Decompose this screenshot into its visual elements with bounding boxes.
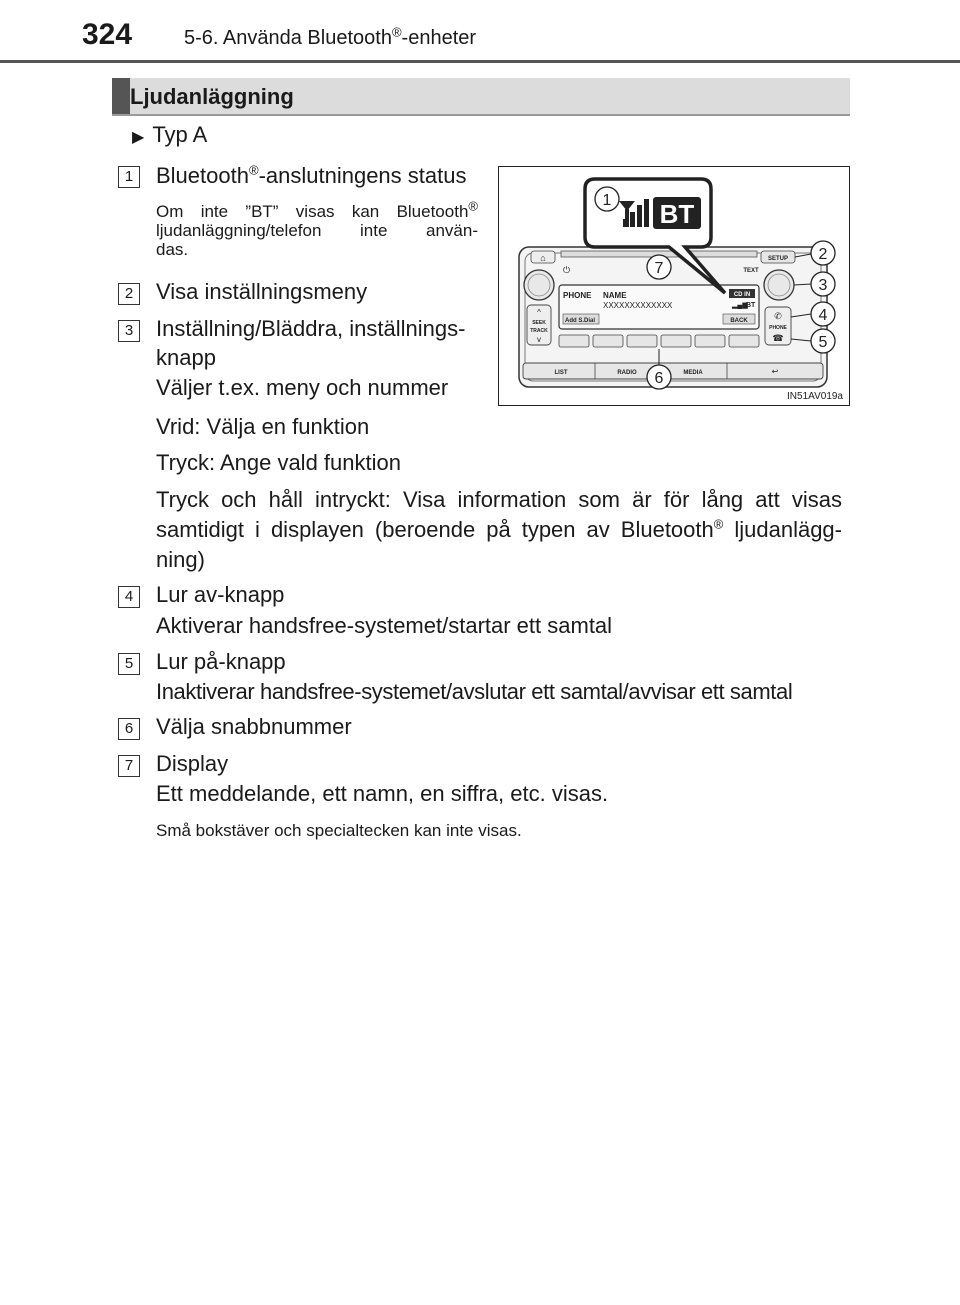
item-desc: Tryck: Ange vald funktion	[156, 450, 401, 475]
svg-text:RADIO: RADIO	[617, 370, 637, 376]
svg-text:1: 1	[602, 192, 612, 209]
small-signal-icon: ▂▄▆	[732, 302, 748, 309]
svg-text:BACK: BACK	[730, 318, 748, 324]
svg-text:CD IN: CD IN	[733, 292, 751, 298]
item-desc: Inaktiverar handsfree-systemet/avslutar ett samtal/avvisar ett samtal	[156, 679, 793, 704]
chapter-title: 5-6. Använda Bluetooth®-enheter	[184, 24, 477, 49]
item-desc: Väljer t.ex. meny och nummer	[156, 375, 449, 400]
header-rule	[0, 60, 960, 63]
svg-text:SEEK: SEEK	[532, 320, 546, 326]
item-title: knapp	[156, 345, 216, 370]
power-icon: ⏻	[563, 265, 571, 275]
item-title: Lur på-knapp	[156, 649, 286, 674]
item-number-badge: 3	[118, 320, 140, 342]
svg-text:7: 7	[654, 260, 664, 277]
item-desc: Vrid: Välja en funktion	[156, 414, 370, 439]
item-number-badge: 5	[118, 653, 140, 675]
callout-1	[595, 187, 619, 211]
audio-unit-figure	[498, 166, 850, 406]
item-title: Lur av-knapp	[156, 582, 285, 607]
svg-text:XXXXXXXXXXXXX: XXXXXXXXXXXXX	[603, 301, 673, 310]
svg-text:Add S.Dial: Add S.Dial	[565, 318, 596, 324]
callout-5	[811, 329, 835, 353]
section-title: Ljudanläggning	[130, 84, 294, 109]
item-desc: Tryck och håll intryckt: Visa information som är för lång att visas samtidigt i displayen (beroende på typen av Bluetooth® ljudanlägg- ning)	[156, 487, 842, 572]
item-number-badge: 1	[118, 166, 140, 188]
pickup-icon: ✆	[774, 311, 782, 321]
back-arrow-icon: ↩	[771, 367, 779, 376]
item-number-badge: 7	[118, 755, 140, 777]
item-number-badge: 4	[118, 586, 140, 608]
item-note: Om inte ”BT” visas kan Bluetooth® ljudanläggning/telefon inte använ- das.	[156, 198, 478, 259]
svg-text:2: 2	[818, 246, 828, 263]
svg-text:TRACK: TRACK	[530, 328, 548, 334]
svg-text:BT: BT	[746, 302, 756, 309]
svg-text:TEXT: TEXT	[743, 268, 759, 274]
item-desc: Aktiverar handsfree-systemet/startar ett samtal	[156, 613, 613, 638]
type-heading: ▶ Typ A	[132, 122, 208, 147]
section-rule	[112, 114, 850, 116]
svg-text:4: 4	[818, 307, 828, 324]
svg-text:5: 5	[818, 334, 828, 351]
svg-text:PHONE: PHONE	[769, 325, 787, 331]
item-title: Visa inställningsmeny	[156, 279, 368, 304]
callout-3	[811, 272, 835, 296]
volume-knob	[524, 270, 554, 300]
callout-2	[811, 241, 835, 265]
item-number-badge: 6	[118, 718, 140, 740]
callout-7	[647, 255, 671, 279]
page-number: 324	[82, 18, 133, 51]
svg-text:^: ^	[537, 308, 541, 317]
svg-text:LIST: LIST	[554, 370, 568, 376]
audio-unit-illustration	[499, 167, 848, 404]
callout-4	[811, 302, 835, 326]
triangle-bullet-icon: ▶	[132, 129, 145, 146]
svg-text:PHONE: PHONE	[563, 291, 592, 300]
item-number-badge: 2	[118, 283, 140, 305]
svg-text:SETUP: SETUP	[767, 256, 789, 262]
hangup-icon: ☎	[772, 333, 784, 343]
item-title: Inställning/Bläddra, inställnings-	[156, 316, 466, 341]
callout-6	[647, 365, 671, 389]
item-title: Bluetooth®-anslutningens status	[156, 162, 467, 188]
svg-text:NAME: NAME	[603, 291, 627, 300]
item-desc: Ett meddelande, ett namn, en siffra, etc. visas.	[156, 781, 609, 806]
svg-text:MEDIA: MEDIA	[683, 370, 703, 376]
item-note: Små bokstäver och specialtecken kan inte visas.	[156, 821, 522, 840]
svg-text:⌂: ⌂	[540, 253, 546, 263]
svg-text:6: 6	[654, 370, 664, 387]
item-title: Välja snabbnummer	[156, 714, 352, 739]
svg-text:v: v	[537, 335, 541, 344]
item-title: Display	[156, 751, 229, 776]
svg-text:BT: BT	[659, 199, 695, 229]
tune-knob	[764, 270, 794, 300]
figure-code: IN51AV019a	[787, 391, 843, 402]
svg-text:3: 3	[818, 277, 828, 294]
